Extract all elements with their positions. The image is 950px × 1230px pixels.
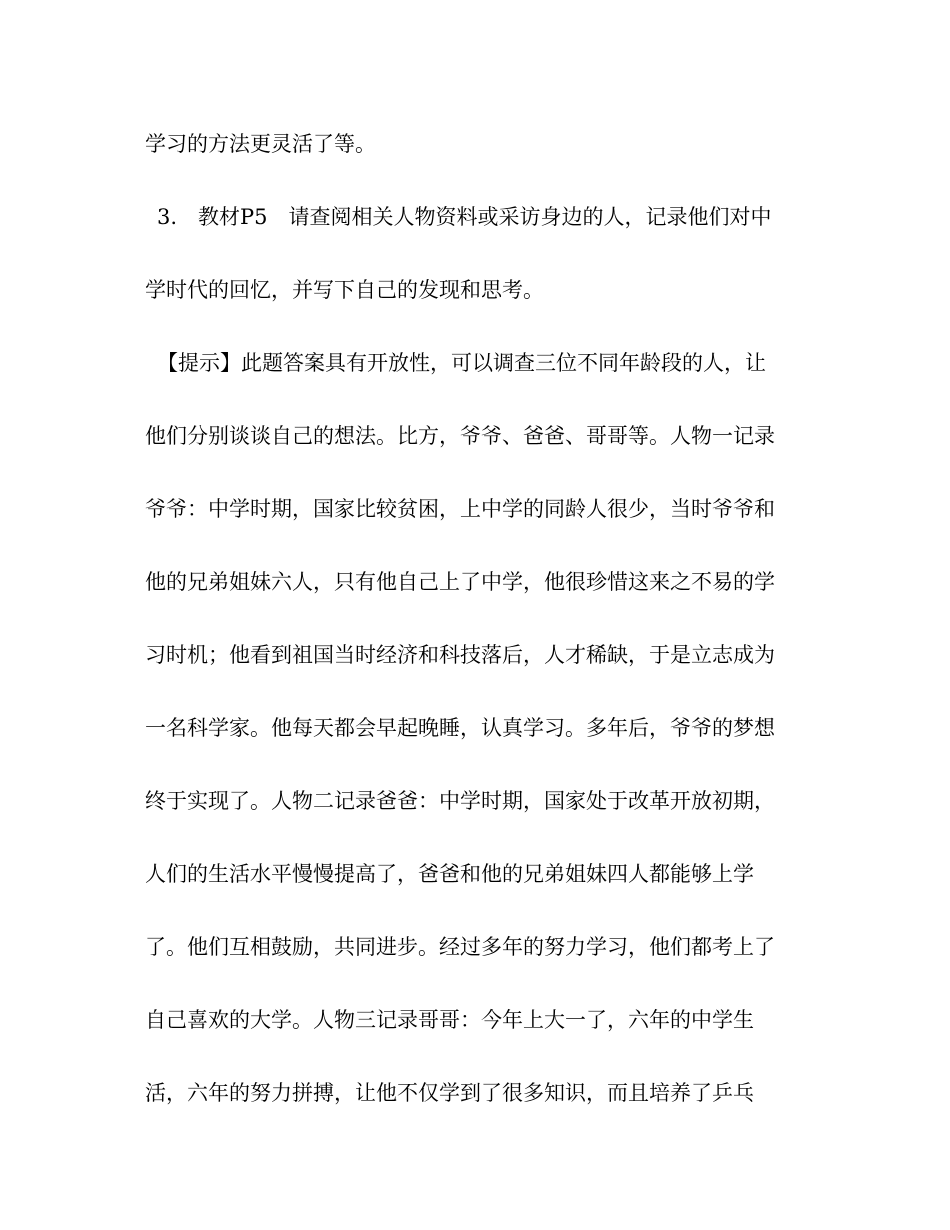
text-line: 习时机；他看到祖国当时经济和科技落后，人才稀缺，于是立志成为 — [145, 643, 775, 667]
question-heading-line: 3. 教材P5 请查阅相关人物资料或采访身边的人，记录他们对中 — [157, 205, 772, 229]
text-line: 他的兄弟姐妹六人，只有他自己上了中学，他很珍惜这来之不易的学 — [145, 570, 775, 594]
text-line: 了。他们互相鼓励，共同进步。经过多年的努力学习，他们都考上了 — [145, 935, 775, 959]
document-body — [145, 124, 805, 1146]
text-line: 学时代的回忆，并写下自己的发现和思考。 — [145, 278, 544, 302]
text-line: 学习的方法更灵活了等。 — [145, 132, 376, 156]
text-line: 人们的生活水平慢慢提高了，爸爸和他的兄弟姐妹四人都能够上学 — [145, 862, 754, 886]
text-line: 自己喜欢的大学。人物三记录哥哥：今年上大一了，六年的中学生 — [145, 1008, 754, 1032]
text-line: 一名科学家。他每天都会早起晚睡，认真学习。多年后，爷爷的梦想 — [145, 716, 775, 740]
text-line: 爷爷：中学时期，国家比较贫困，上中学的同龄人很少，当时爷爷和 — [145, 497, 775, 521]
text-line: 他们分别谈谈自己的想法。比方，爷爷、爸爸、哥哥等。人物一记录 — [145, 424, 775, 448]
text-line: 终于实现了。人物二记录爸爸：中学时期，国家处于改革开放初期， — [145, 789, 775, 813]
hint-line: 【提示】此题答案具有开放性，可以调查三位不同年龄段的人，让 — [157, 351, 766, 375]
text-line: 活，六年的努力拼搏，让他不仅学到了很多知识，而且培养了乒乓 — [145, 1081, 754, 1105]
